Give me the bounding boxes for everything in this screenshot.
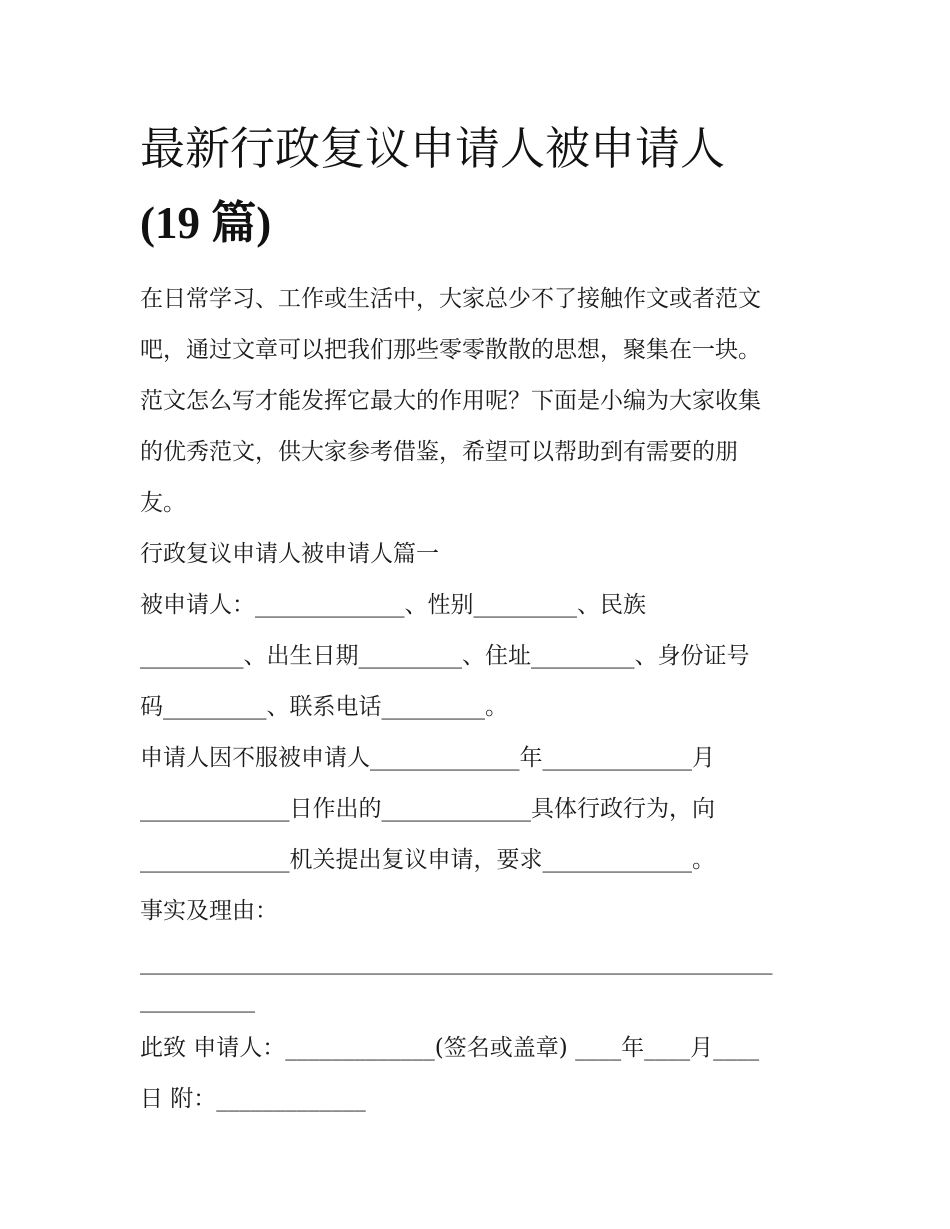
- document-title: [140, 112, 820, 260]
- form-line: 码_________、联系电话_________。: [140, 694, 508, 720]
- intro-line: 的优秀范文，供大家参考借鉴，希望可以帮助到有需要的朋: [140, 439, 738, 465]
- form-line: 被申请人：_____________、性别_________、民族: [140, 592, 646, 618]
- form-line: _________、出生日期_________、住址_________、身份证号: [140, 643, 750, 669]
- intro-line: 在日常学习、工作或生活中，大家总少不了接触作文或者范文: [140, 286, 761, 312]
- facts-blank-line: __________: [140, 987, 255, 1013]
- section-heading: 行政复议申请人被申请人篇一: [140, 541, 439, 567]
- title-line-2: (19 篇): [140, 198, 272, 248]
- facts-heading: 事实及理由：: [140, 898, 278, 924]
- attachment-line: 日 附：_____________: [140, 1086, 366, 1112]
- intro-line: 吧，通过文章可以把我们那些零零散散的思想，聚集在一块。: [140, 337, 761, 363]
- signature-line: 此致 申请人：_____________(签名或盖章) ____年____月____: [140, 1035, 760, 1061]
- form-line: _____________日作出的_____________具体行政行为，向: [140, 796, 715, 822]
- facts-blank-line: _______________________________________________________: [140, 949, 773, 975]
- intro-line: 友。: [140, 490, 186, 516]
- form-line: 申请人因不服被申请人_____________年_____________月: [140, 745, 715, 771]
- title-line-1: 最新行政复议申请人被申请人: [140, 122, 726, 175]
- intro-line: 范文怎么写才能发挥它最大的作用呢？下面是小编为大家收集: [140, 388, 761, 414]
- form-line: _____________机关提出复议申请，要求_____________。: [140, 847, 715, 873]
